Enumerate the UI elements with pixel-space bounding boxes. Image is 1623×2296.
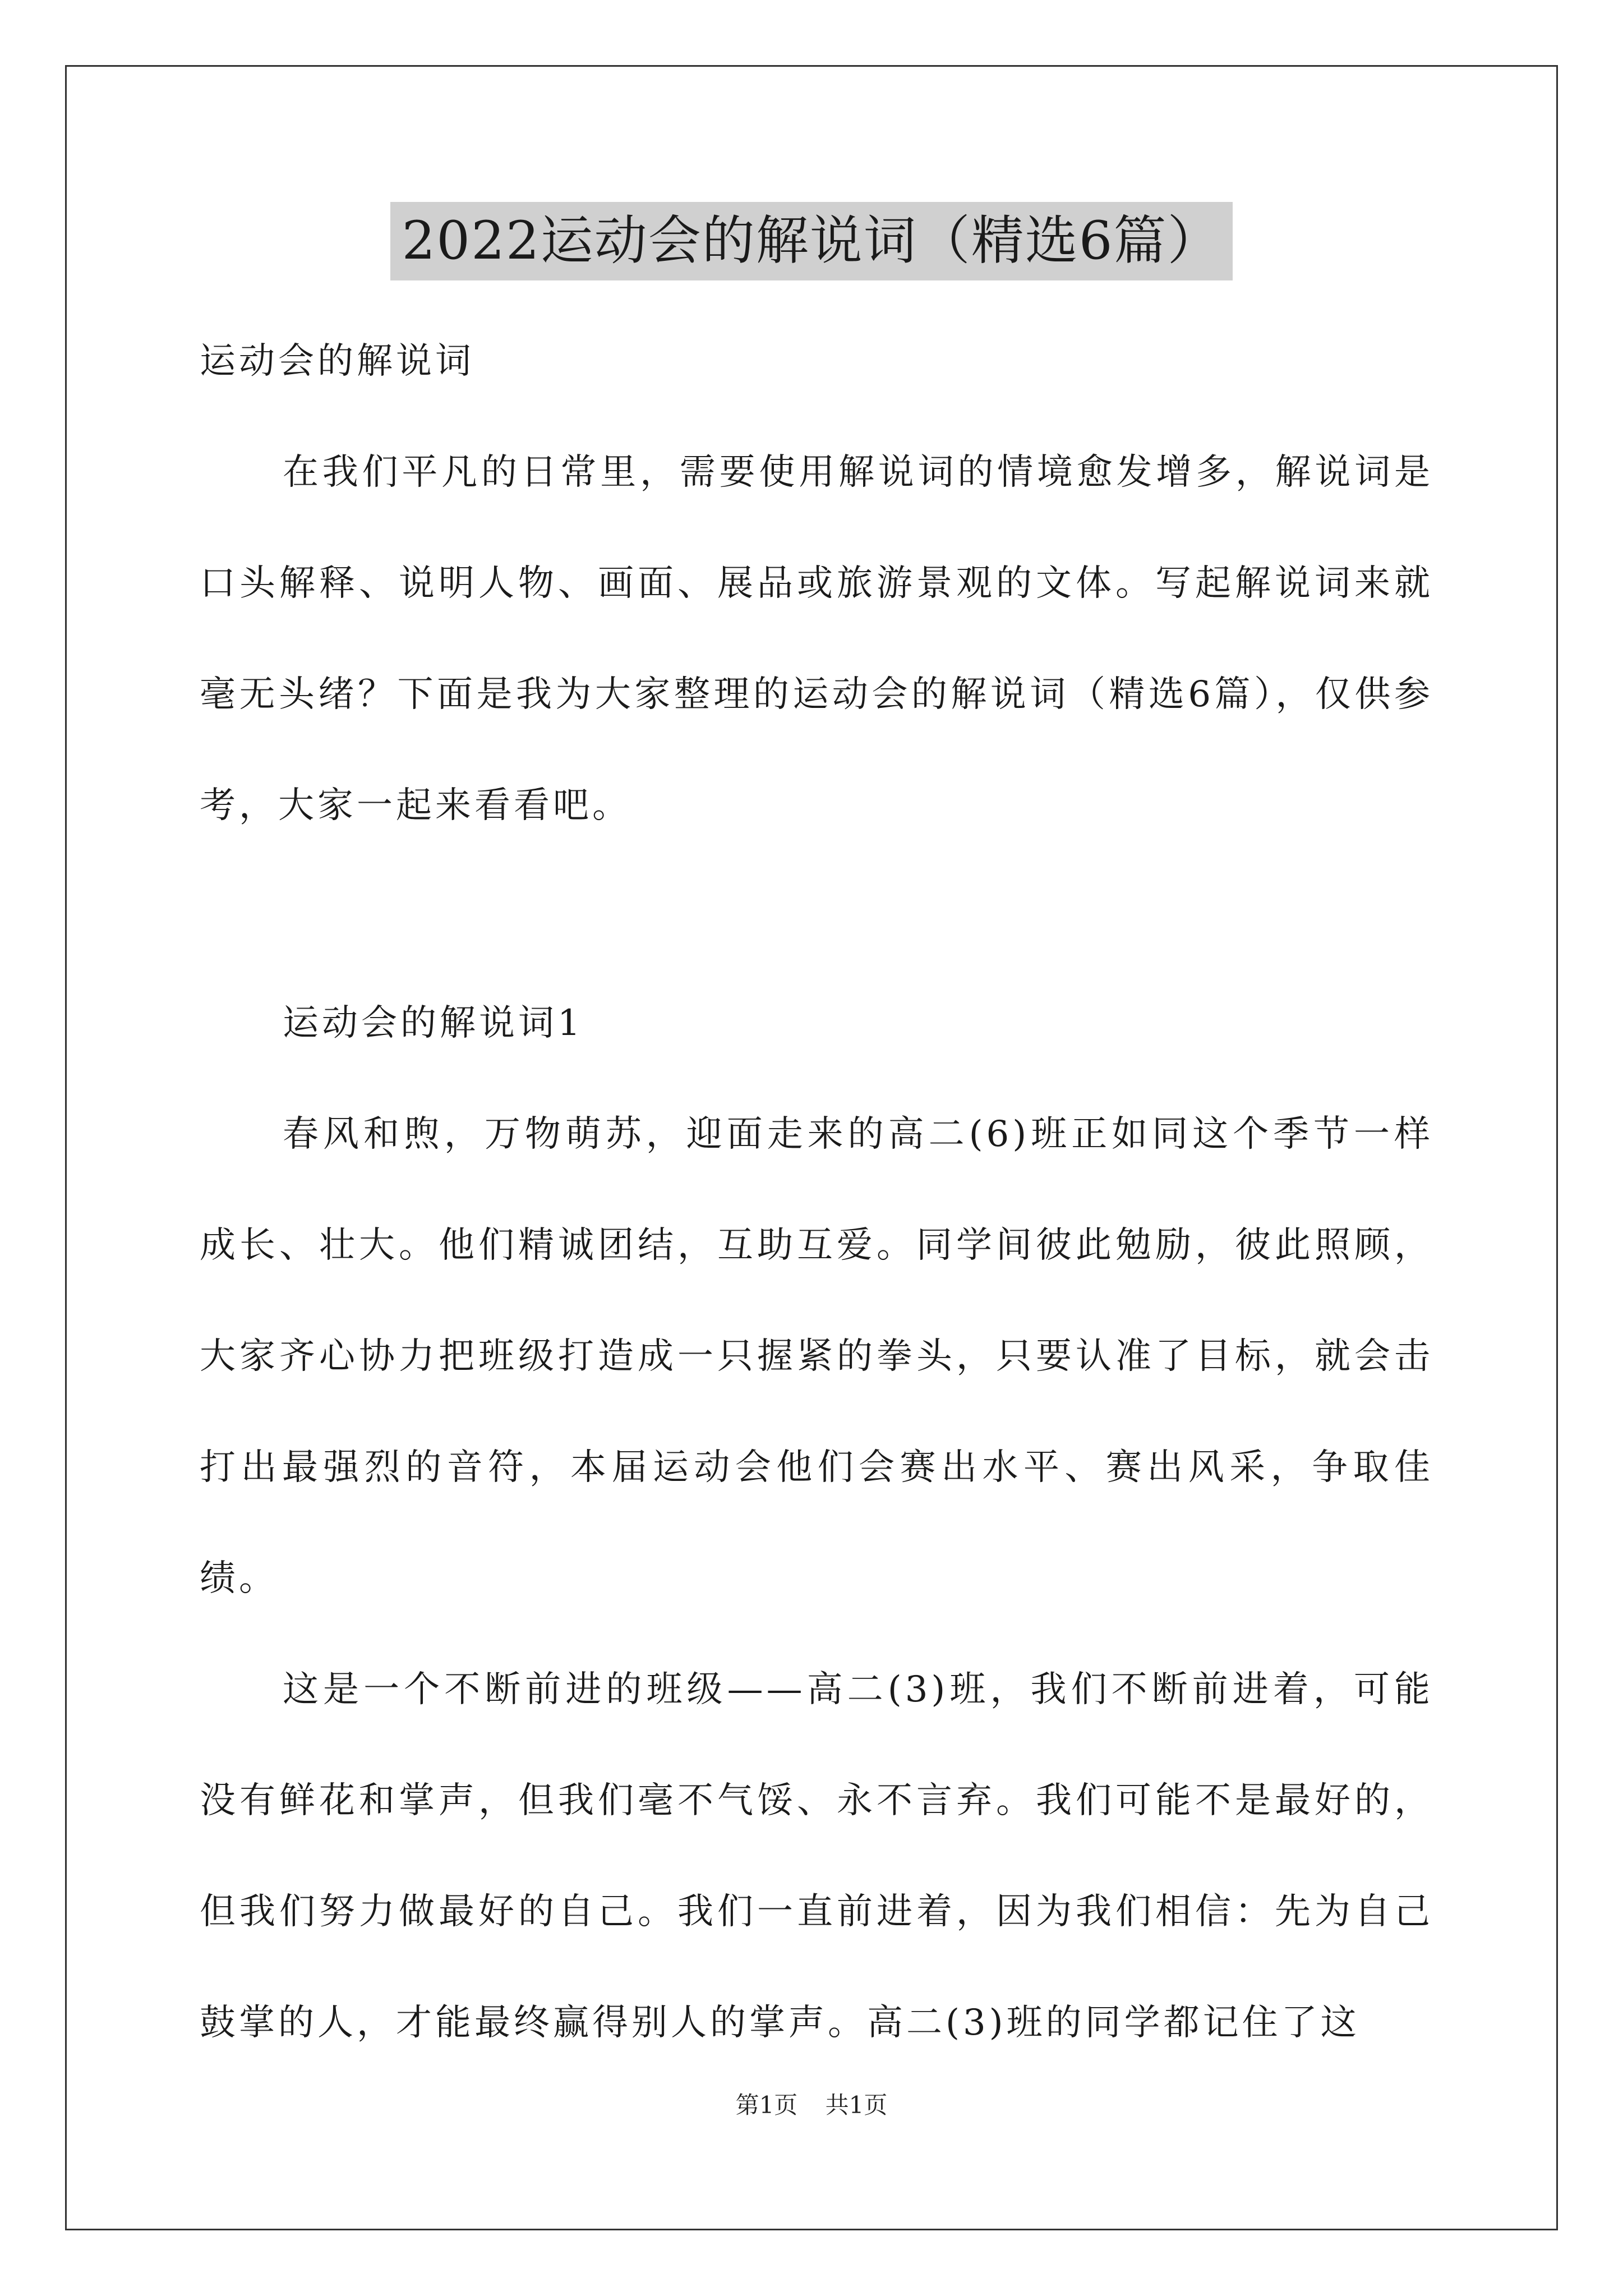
page-footer	[0, 2087, 1623, 2120]
page-number: 第1页	[735, 2091, 798, 2119]
section-spacer	[200, 861, 1433, 968]
section-heading: 运动会的解说词1	[283, 1002, 584, 1044]
title-container	[0, 202, 1623, 280]
document-body	[200, 306, 1433, 2078]
page-total: 共1页	[825, 2091, 888, 2119]
body-paragraph: 这是一个不断前进的班级——高二(3)班，我们不断前进着，可能没有鲜花和掌声，但我们毫不气馁、永不言弃。我们可能不是最好的，但我们努力做最好的自己。我们一直前进着，因为我们相信：先为自己鼓掌的人，才能最终赢得别人的掌声。高二(3)班的同学都记住了这	[200, 1669, 1433, 2044]
document-title: 2022运动会的解说词（精选6篇）	[390, 202, 1232, 280]
subtitle: 运动会的解说词	[200, 341, 474, 382]
body-paragraph: 春风和煦，万物萌苏，迎面走来的高二(6)班正如同这个季节一样成长、壮大。他们精诚团结，互助互爱。同学间彼此勉励，彼此照顾，大家齐心协力把班级打造成一只握紧的拳头，只要认准了目标，就会击打出最强烈的音符，本届运动会他们会赛出水平、赛出风采，争取佳绩。	[200, 1114, 1433, 1599]
intro-paragraph: 在我们平凡的日常里，需要使用解说词的情境愈发增多，解说词是口头解释、说明人物、画面、展品或旅游景观的文体。写起解说词来就毫无头绪？下面是我为大家整理的运动会的解说词（精选6篇），仅供参考，大家一起来看看吧。	[200, 452, 1433, 826]
